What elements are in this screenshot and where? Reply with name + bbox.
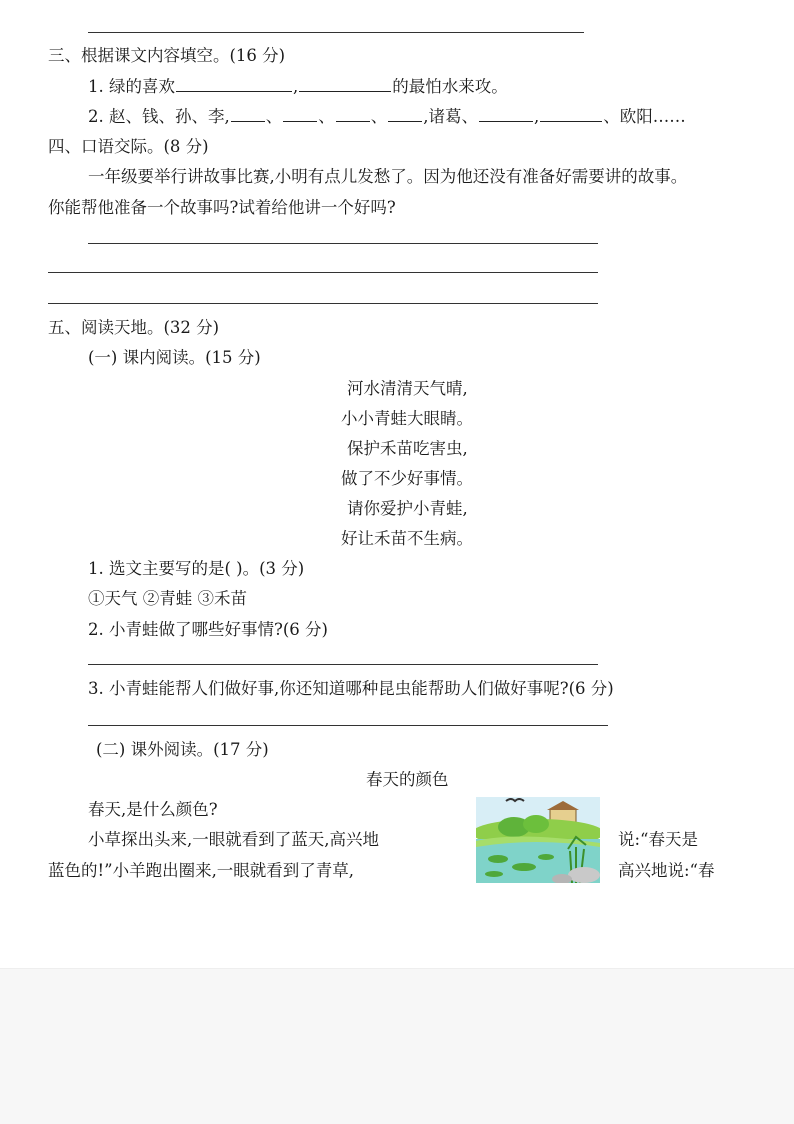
section3-question-2 [88, 105, 686, 128]
section5-heading: 五、阅读天地。(32 分) [48, 318, 220, 337]
poem-line-5: 请你爱护小青蛙, [347, 499, 468, 518]
q2-end: 、欧阳…… [603, 107, 686, 126]
section3-question-1 [88, 75, 508, 98]
q2-blank-2[interactable] [283, 105, 317, 122]
q2-sep-2: 、 [318, 107, 335, 126]
poem-line-6: 好让禾苗不生病。 [341, 529, 473, 548]
q1-prefix: 1. 绿的喜欢 [88, 77, 175, 96]
top-answer-line [88, 32, 584, 33]
q2-blank-6[interactable] [540, 105, 602, 122]
section4-answer-line-1[interactable] [88, 243, 598, 244]
part2-heading: (二) 课外阅读。(17 分) [96, 740, 269, 759]
q1-sep: , [293, 77, 299, 96]
poem-line-4: 做了不少好事情。 [341, 469, 473, 488]
q2-blank-5[interactable] [479, 105, 533, 122]
q2-blank-4[interactable] [388, 105, 422, 122]
q2-blank-3[interactable] [336, 105, 370, 122]
q2-mid: 诸葛、 [428, 107, 478, 126]
page-bottom-margin [0, 968, 794, 1124]
section4-answer-line-2[interactable] [48, 272, 598, 273]
q2-comma: , [423, 107, 429, 126]
q2-sep-3: 、 [370, 107, 388, 126]
q2-comma-2: , [533, 107, 540, 126]
story-line-3-left: 蓝色的!”小羊跑出圈来,一眼就看到了青草, [48, 861, 355, 880]
q2-blank-1[interactable] [231, 105, 265, 122]
poem-line-3: 保护禾苗吃害虫, [347, 439, 468, 458]
part1-question-3: 3. 小青蛙能帮人们做好事,你还知道哪种昆虫能帮助人们做好事呢?(6 分) [88, 679, 614, 698]
poem-line-1: 河水清清天气晴, [347, 379, 468, 398]
story-line-1: 春天,是什么颜色? [88, 800, 218, 819]
story-title: 春天的颜色 [366, 770, 449, 789]
q1-blank-1[interactable] [176, 75, 292, 92]
q2-prefix: 2. 赵、钱、孙、李, [88, 107, 230, 126]
story-line-2-right: 说:“春天是 [618, 830, 698, 849]
section4-paragraph-line2: 你能帮他准备一个故事吗?试着给他讲一个好吗? [48, 198, 396, 217]
part1-question-3-answer-line[interactable] [88, 725, 608, 726]
spring-pond-illustration [476, 797, 600, 883]
part1-question-2-answer-line[interactable] [88, 664, 598, 665]
part1-question-1-options: ①天气 ②青蛙 ③禾苗 [88, 589, 247, 608]
story-line-2-left: 小草探出头来,一眼就看到了蓝天,高兴地 [88, 830, 379, 849]
part1-question-1: 1. 选文主要写的是( )。(3 分) [88, 559, 305, 578]
q1-suffix: 的最怕水来攻。 [392, 77, 508, 96]
section4-answer-line-3[interactable] [48, 303, 598, 304]
part1-heading: (一) 课内阅读。(15 分) [88, 348, 261, 367]
section4-paragraph-line1: 一年级要举行讲故事比赛,小明有点儿发愁了。因为他还没有准备好需要讲的故事。 [88, 167, 688, 186]
section3-heading: 三、根据课文内容填空。(16 分) [48, 46, 286, 65]
q2-sep-1: 、 [265, 107, 283, 126]
story-line-3-right: 高兴地说:“春 [618, 861, 715, 880]
poem-line-2: 小小青蛙大眼睛。 [341, 409, 473, 428]
part1-question-2: 2. 小青蛙做了哪些好事情?(6 分) [88, 620, 328, 639]
section4-heading: 四、口语交际。(8 分) [48, 137, 209, 156]
q1-blank-2[interactable] [299, 75, 391, 92]
pond-scene-drawing [476, 797, 600, 883]
